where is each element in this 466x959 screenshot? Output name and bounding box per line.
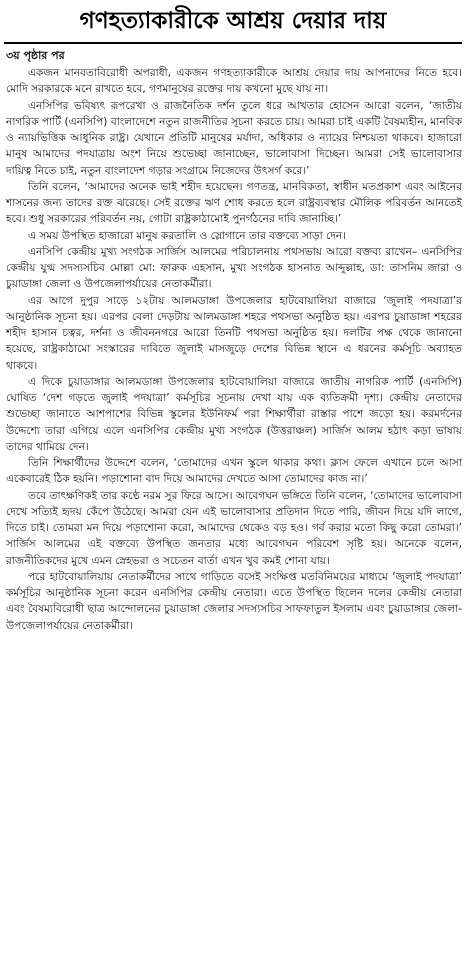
- article-paragraph: তিনি শিক্ষার্থীদের উদ্দেশে বলেন, ‘তোমাদের এখন স্কুলে থাকার কথা। ক্লাস ফেলে এখানে চলে আসা একেবারেই ঠিক হয়নি। পড়াশোনা বাদ দিয়ে আমাদের দেখতে আসা তোমাদের কাজ না।’: [6, 457, 462, 486]
- article-paragraph: এনসিপি কেন্দ্রীয় মুখ্য সংগঠক সার্জিস আলমের পরিচালনায় পথসভায় আরো বক্তব্য রাখেন– এনসিপির কেন্দ্রীয় যুগ্ম সদস্যসচিব মোল্লা মো: ফারুক এহসান, মুখ্য সংগঠক হাসনাত আব্দুল্লাহ, ডা: তাসনিম জারা ও চুয়াডাঙ্গা জেলা ও উপজেলাপর্যায়ের নেতাকর্মীরা।: [6, 245, 462, 291]
- article-paragraph: এর আগে দুপুর সাড়ে ১২টায় আলমডাঙ্গা উপজেলার হাটবোয়ালিয়া বাজারে ‘জুলাই পদযাত্রা’র আনুষ্ঠানিক সূচনা হয়। এরপর বেলা দেড়টায় আলমডাঙ্গা শহরে পথসভা অনুষ্ঠিত হয়। এরপর চুয়াডাঙ্গা শহরের শহীদ হাসান চত্বর, দর্শনা ও জীবননগরে আরো তিনটি পথসভা অনুষ্ঠিত হয়। দলটির পক্ষ থেকে জানানো হয়েছে, রাষ্ট্রকাঠামো সংস্কারের দাবিতে জুলাই মাসজুড়ে দেশের বিভিন্ন স্থানে এ ধরনের কর্মসূচি অব্যাহত থাকবে।: [6, 294, 462, 372]
- article-paragraph: তবে তাৎক্ষণিকই তার কণ্ঠে নরম সুর ফিরে আসে। আবেগঘন ভঙ্গিতে তিনি বলেন, ‘তোমাদের ভালোবাসা দেখে সত্যিই হৃদয় কেঁপে উঠেছে। আমরা যেন এই ভালোবাসার প্রতিদান দিতে পারি, জীবন দিয়ে যদি লাগে, দিতে চাই। তোমরা মন দিয়ে পড়াশোনা করো, আমাদের থেকেও বড় হও। গর্ব করার মতো কিছু করো তোমরা।’ সার্জিস আলমের এই বক্তব্যে উপস্থিত জনতার মধ্যে আবেগঘন পরিবেশ সৃষ্টি হয়। অনেকে বলেন, রাজনীতিকদের মুখে এমন স্নেহভরা ও সচেতন বার্তা এখন খুব কমই শোনা যায়।: [6, 489, 462, 567]
- article-paragraph: পরে হাটবোয়ালিয়ায় নেতাকর্মীদের সাথে গাড়িতে বসেই সংক্ষিপ্ত মতবিনিময়ের মাধ্যমে ‘জুলাই পদযাত্রা’ কর্মসূচির আনুষ্ঠানিক সূচনা করেন এনসিপির কেন্দ্রীয় নেতারা। এতে উপস্থিত ছিলেন দলের কেন্দ্রীয় নেতারা এবং বৈষম্যবিরোধী ছাত্র আন্দোলনের চুয়াডাঙ্গা জেলার সদস্যসচিব সাফফাতুল ইসলাম এবং চুয়াডাঙ্গার জেলা-উপজেলাপর্যায়ের নেতাকর্মীরা।: [6, 570, 462, 632]
- headline-divider: [4, 42, 462, 44]
- continued-from-label: ৩য় পৃষ্ঠার পর: [6, 49, 65, 62]
- article-paragraph: তিনি বলেন, ‘আমাদের অনেক ভাই শহীদ হয়েছেন। গণতন্ত্র, মানবিকতা, স্বাধীন মতপ্রকাশ এবং আইনের শাসনের জন্য তাদের রক্ত ঝরেছে। সেই রক্তের ঋণ শোধ করতে হলে রাষ্ট্রব্যবস্থার মৌলিক পরিবর্তন আনতেই হবে। শুধু সরকারের পরিবর্তন নয়, গোটা রাষ্ট্রকাঠামোই পুনর্গঠনের দাবি জানাচ্ছি।’: [6, 180, 462, 226]
- article-headline: গণহত্যাকারীকে আশ্রয় দেয়ার দায়: [79, 8, 387, 34]
- article-body: [6, 48, 462, 634]
- article-paragraph: এ দিকে চুয়াডাঙ্গার আলমডাঙ্গা উপজেলার হাটবোয়ালিয়া বাজারে জাতীয় নাগরিক পার্টি (এনসিপি) ঘোষিত ‘দেশ গড়তে জুলাই পদযাত্রা’ কর্মসূচির সূচনায় দেখা যায় এক ব্যতিক্রমী দৃশ্য। কেন্দ্রীয় নেতাদের শুভেচ্ছা জানাতে আশপাশের বিভিন্ন স্কুলের ইউনিফর্ম পরা শিক্ষার্থীরা রাস্তার পাশে জড়ো হয়। করমর্দনের উদ্দেশ্যে তারা এগিয়ে এলে এনসিপির কেন্দ্রীয় মুখ্য সংগঠক (উত্তরাঞ্চল) সার্জিস আলম হঠাৎ কড়া ভাষায় তাদের থামিয়ে দেন।: [6, 375, 462, 453]
- article-paragraph: এনসিপির ভবিষ্যৎ রূপরেখা ও রাজনৈতিক দর্শন তুলে ধরে আখতার হোসেন আরো বলেন, ‘জাতীয় নাগরিক পার্টি (এনসিপি) বাংলাদেশে নতুন রাজনীতির সূচনা করতে চায়। আমরা চাই একটি বৈষম্যহীন, মানবিক ও ন্যায়ভিত্তিক আধুনিক রাষ্ট্র। যেখানে প্রতিটি মানুষের মর্যাদা, অধিকার ও ন্যায়ের নিশ্চয়তা থাকবে। হাজারো মানুষ আমাদের পদযাত্রায় অংশ নিয়ে শুভেচ্ছা জানাচ্ছেন, ভালোবাসা দিচ্ছেন। আমরা সেই ভালোবাসার দায়িত্ব নিতে চাই, নতুন বাংলাদেশ গড়ার সংগ্রামে নিজেদের উৎসর্গ করে।’: [6, 99, 462, 177]
- article-paragraph: একজন মানবতাবিরোধী অপরাধী, একজন গণহত্যাকারীকে আশ্রয় দেয়ার দায় আপনাদের নিতে হবে। মোদি সরকারকে মনে রাখতে হবে, গণমানুষের রক্তের দায় কখনো মুছে যায় না।: [6, 67, 462, 96]
- article-paragraph: এ সময় উপস্থিত হাজারো মানুষ করতালি ও স্লোগানে তার বক্তব্যে সাড়া দেন।: [28, 229, 346, 242]
